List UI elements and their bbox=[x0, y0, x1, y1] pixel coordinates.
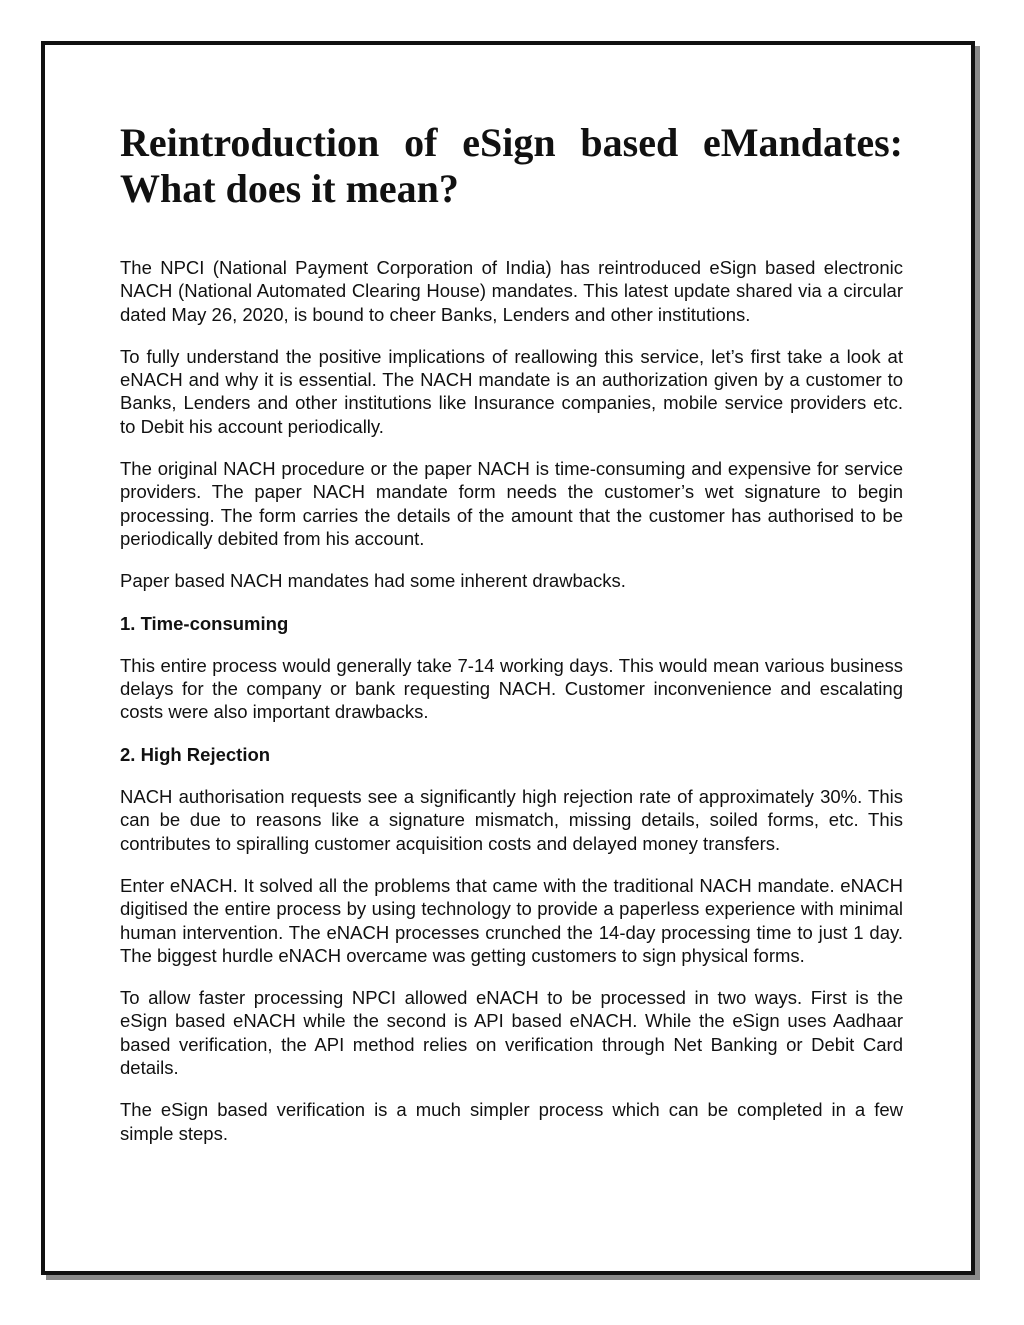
document-body bbox=[120, 120, 903, 1164]
paragraph-intro: The NPCI (National Payment Corporation of India) has reintroduced eSign based electronic NACH (National Automated Clearing House) mandates. This latest update shared via a circular dated May 26, 2020, is bound to cheer Banks, Lenders and other institutions. bbox=[120, 257, 903, 325]
paragraph-esign-simpler: The eSign based verification is a much simpler process which can be completed in a few simple steps. bbox=[120, 1099, 903, 1144]
section-heading-time-consuming: 1. Time-consuming bbox=[120, 612, 289, 634]
paragraph-processing-ways: To allow faster processing NPCI allowed eNACH to be processed in two ways. First is the eSign based eNACH while the second is API based eNACH. While the eSign uses Aadhaar based verification, the API method relies on verification through Net Banking or Debit Card details. bbox=[120, 987, 903, 1079]
paragraph-enter-enach: Enter eNACH. It solved all the problems that came with the traditional NACH mandate. eNACH digitised the entire process by using technology to provide a paperless experience with minimal human intervention. The eNACH processes crunched the 14-day processing time to just 1 day. The biggest hurdle eNACH overcame was getting customers to sign physical forms. bbox=[120, 874, 903, 966]
document-title: Reintroduction of eSign based eMandates: What does it mean? bbox=[120, 120, 903, 211]
paragraph-enach-explained: To fully understand the positive implications of reallowing this service, let’s first take a look at eNACH and why it is essential. The NACH mandate is an authorization given by a customer to Banks, Lenders and other institutions like Insurance companies, mobile service providers etc. to Debit his account periodically. bbox=[120, 345, 903, 437]
paragraph-time-consuming: This entire process would generally take 7-14 working days. This would mean various business delays for the company or bank requesting NACH. Customer inconvenience and escalating costs were also important drawbacks. bbox=[120, 654, 903, 723]
section-heading-high-rejection: 2. High Rejection bbox=[120, 743, 271, 765]
paragraph-paper-nach: The original NACH procedure or the paper NACH is time-consuming and expensive for service providers. The paper NACH mandate form needs the customer’s wet signature to begin processing. The form carries the details of the amount that the customer has authorised to be periodically debited from his account. bbox=[120, 458, 903, 549]
paragraph-drawbacks-intro: Paper based NACH mandates had some inherent drawbacks. bbox=[120, 570, 626, 592]
paragraph-high-rejection: NACH authorisation requests see a significantly high rejection rate of approximately 30%. This can be due to reasons like a signature mismatch, missing details, soiled forms, etc. This contributes to spiralling customer acquisition costs and delayed money transfers. bbox=[120, 786, 903, 854]
